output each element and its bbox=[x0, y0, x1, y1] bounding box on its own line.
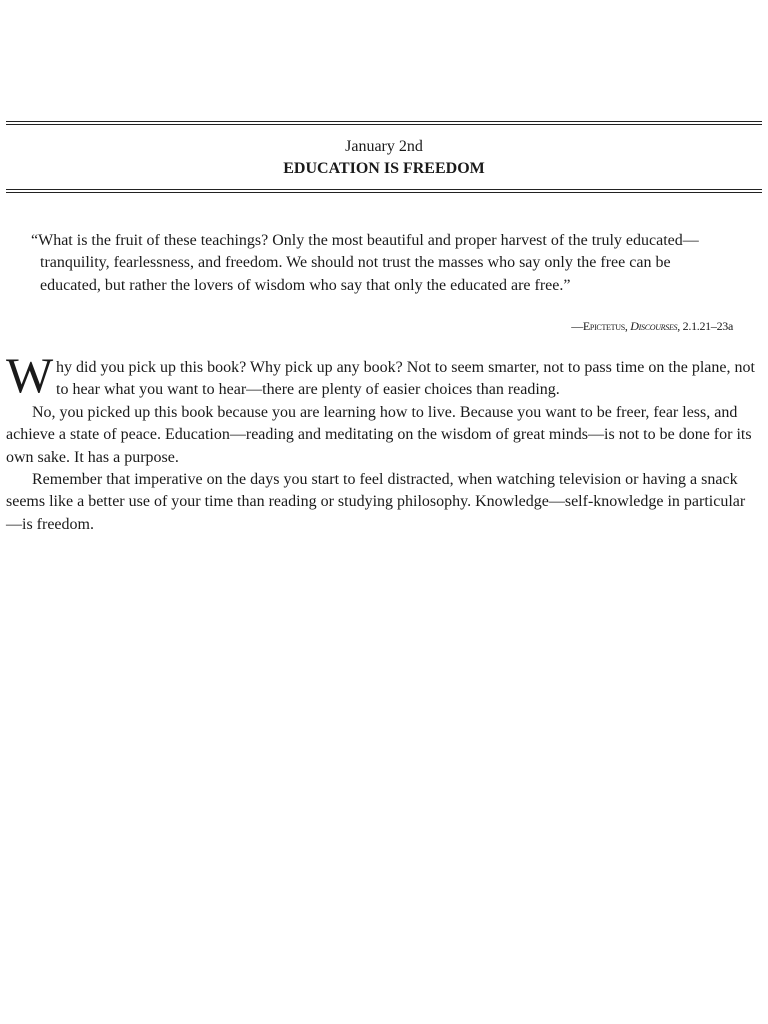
bottom-double-rule bbox=[6, 189, 762, 193]
body-paragraph-1-text: hy did you pick up this book? Why pick up any book? Not to seem smarter, not to pass time on the plane, not to hear what you want to hear—there are plenty of easier choices than reading. bbox=[56, 359, 755, 399]
body-text bbox=[6, 347, 758, 536]
attribution-reference: , 2.1.21–23a bbox=[677, 319, 733, 333]
entry-header bbox=[6, 121, 762, 193]
entry-title: EDUCATION IS FREEDOM bbox=[283, 160, 485, 177]
body-paragraph-1 bbox=[6, 347, 758, 403]
attribution-work: Discourses bbox=[630, 319, 678, 333]
body-paragraph-3: Remember that imperative on the days you start to feel distracted, when watching television or having a snack seems like a better use of your time than reading or studying philosophy. Knowledge—self-knowledge in particular—is freedom. bbox=[6, 471, 746, 533]
epigraph-text: “What is the fruit of these teachings? Only the most beautiful and proper harvest of the truly educated—tranquility, fearlessness, and freedom. We should not trust the masses who say only the free can be educated, but rather the lovers of wisdom who say that only the educated are free.” bbox=[31, 232, 699, 294]
attribution-separator: , bbox=[624, 319, 631, 333]
drop-cap: W bbox=[6, 347, 54, 403]
epigraph-attribution bbox=[400, 318, 733, 334]
body-paragraph-2: No, you picked up this book because you are learning how to live. Because you want to be freer, fear less, and achieve a state of peace. Education—reading and meditating on the wisdom of great minds—is not to be done for its own sake. It has a purpose. bbox=[6, 403, 752, 466]
attribution-dash: — bbox=[571, 319, 583, 333]
epigraph-quote bbox=[31, 230, 731, 297]
header-text bbox=[6, 125, 762, 189]
entry-date: January 2nd bbox=[345, 138, 423, 155]
attribution-author: Epictetus bbox=[582, 319, 625, 333]
